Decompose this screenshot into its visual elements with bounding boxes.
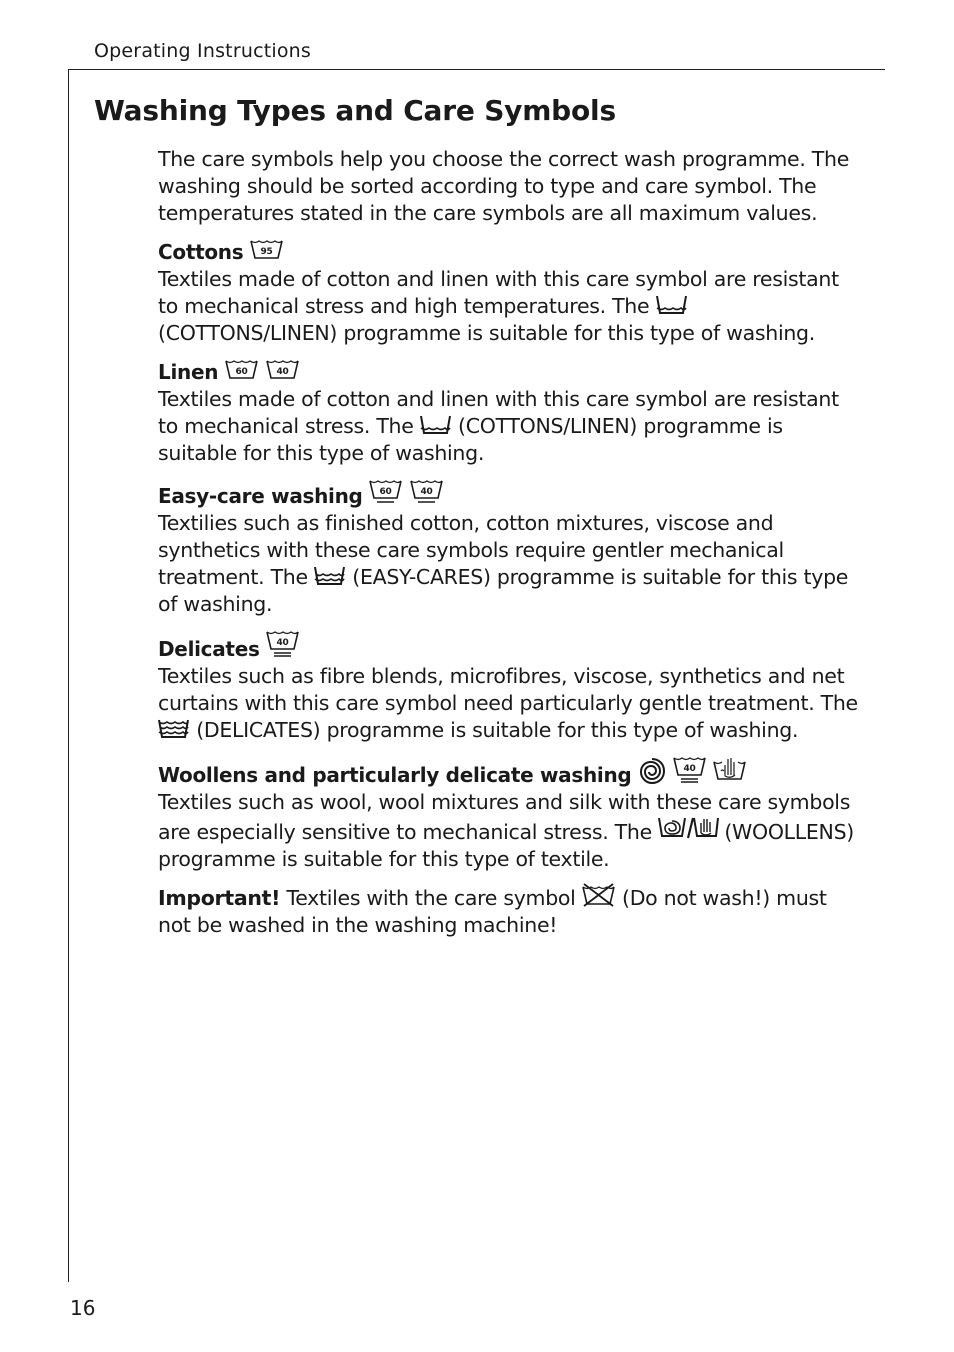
section-heading bbox=[158, 358, 858, 386]
section-heading-text: Woollens and particularly delicate washing bbox=[158, 763, 632, 787]
cottons-programme-icon bbox=[656, 294, 688, 316]
do-not-wash-icon bbox=[582, 884, 616, 908]
section-heading bbox=[158, 478, 858, 510]
section-body-text: (COTTONS/LINEN) programme is suitable for this type of washing. bbox=[158, 321, 815, 345]
svg-text:60: 60 bbox=[379, 487, 392, 497]
page-title: Washing Types and Care Symbols bbox=[94, 94, 616, 127]
important-label: Important! bbox=[158, 886, 281, 910]
care-section bbox=[158, 358, 858, 467]
section-body-text: Textiles such as fibre blends, microfibres, viscose, synthetics and net curtains with this care symbol need particularly gentle treatment. The bbox=[158, 664, 858, 715]
easy-care-programme-icon bbox=[314, 565, 346, 587]
page-number: 16 bbox=[70, 1296, 96, 1320]
section-body-text: (EASY-CARES) programme is suitable for this type of washing. bbox=[158, 565, 849, 616]
content-column bbox=[158, 146, 858, 939]
section-heading-text: Linen bbox=[158, 360, 219, 384]
section-heading-text: Delicates bbox=[158, 637, 260, 661]
section-body-text: Textiles made of cotton and linen with this care symbol are resistant to mechanical stress. The bbox=[158, 387, 839, 438]
section-body bbox=[158, 789, 858, 873]
section-body bbox=[158, 266, 858, 347]
section-body-text: Textiles such as wool, wool mixtures and silk with these care symbols are especially sensitive to mechanical stress. The bbox=[158, 790, 851, 844]
running-header: Operating Instructions bbox=[94, 40, 312, 62]
section-body-text: (COTTONS/LINEN) programme is suitable for this type of washing. bbox=[158, 414, 783, 465]
care-section bbox=[158, 629, 858, 744]
wash-40-gentle-icon bbox=[410, 478, 444, 506]
care-section bbox=[158, 238, 858, 347]
wash-40-very-gentle-icon bbox=[673, 755, 707, 785]
cottons-programme-icon bbox=[420, 414, 452, 436]
hand-wash-icon bbox=[713, 759, 747, 785]
important-text-before: Textiles with the care symbol bbox=[286, 886, 576, 910]
section-heading bbox=[158, 238, 858, 266]
care-section bbox=[158, 755, 858, 873]
section-heading-text: Cottons bbox=[158, 240, 244, 264]
section-body bbox=[158, 510, 858, 618]
section-body-text: (WOOLLENS) programme is suitable for this type of textile. bbox=[158, 820, 855, 871]
svg-text:40: 40 bbox=[276, 638, 289, 648]
wash-95-icon bbox=[250, 238, 284, 262]
section-body-text: (DELICATES) programme is suitable for this type of washing. bbox=[196, 718, 799, 742]
woollens-programme-icon bbox=[658, 816, 718, 842]
svg-text:40: 40 bbox=[276, 367, 288, 377]
svg-text:60: 60 bbox=[235, 367, 248, 377]
delicates-programme-icon bbox=[158, 718, 190, 740]
intro-paragraph: The care symbols help you choose the correct wash programme. The washing should be sorted according to type and care symbol. The temperatures stated in the care symbols are all maximum values. bbox=[158, 147, 850, 225]
care-sections bbox=[158, 238, 858, 873]
wash-40-very-gentle-icon bbox=[266, 629, 300, 659]
header-rule bbox=[68, 69, 885, 70]
important-note bbox=[158, 884, 858, 939]
wash-40-icon bbox=[266, 358, 300, 382]
section-body bbox=[158, 386, 858, 467]
svg-text:40: 40 bbox=[420, 487, 433, 497]
section-body bbox=[158, 663, 858, 744]
section-heading-text: Easy-care washing bbox=[158, 484, 363, 508]
section-heading bbox=[158, 629, 858, 663]
svg-text:40: 40 bbox=[683, 764, 696, 774]
svg-text:95: 95 bbox=[260, 247, 273, 257]
wash-60-icon bbox=[225, 358, 259, 382]
important-text-after: (Do not wash!) must not be washed in the washing machine! bbox=[158, 886, 827, 937]
care-section bbox=[158, 478, 858, 618]
section-body-text: Textiles made of cotton and linen with this care symbol are resistant to mechanical stress and high temperatures. The bbox=[158, 267, 839, 318]
wool-mark-icon bbox=[638, 757, 666, 785]
wash-60-gentle-icon bbox=[369, 478, 403, 506]
section-body-text: Textilies such as finished cotton, cotton mixtures, viscose and synthetics with these care symbols require gentler mechanical treatment. The bbox=[158, 511, 784, 589]
section-heading bbox=[158, 755, 858, 789]
margin-rule bbox=[68, 69, 69, 1282]
